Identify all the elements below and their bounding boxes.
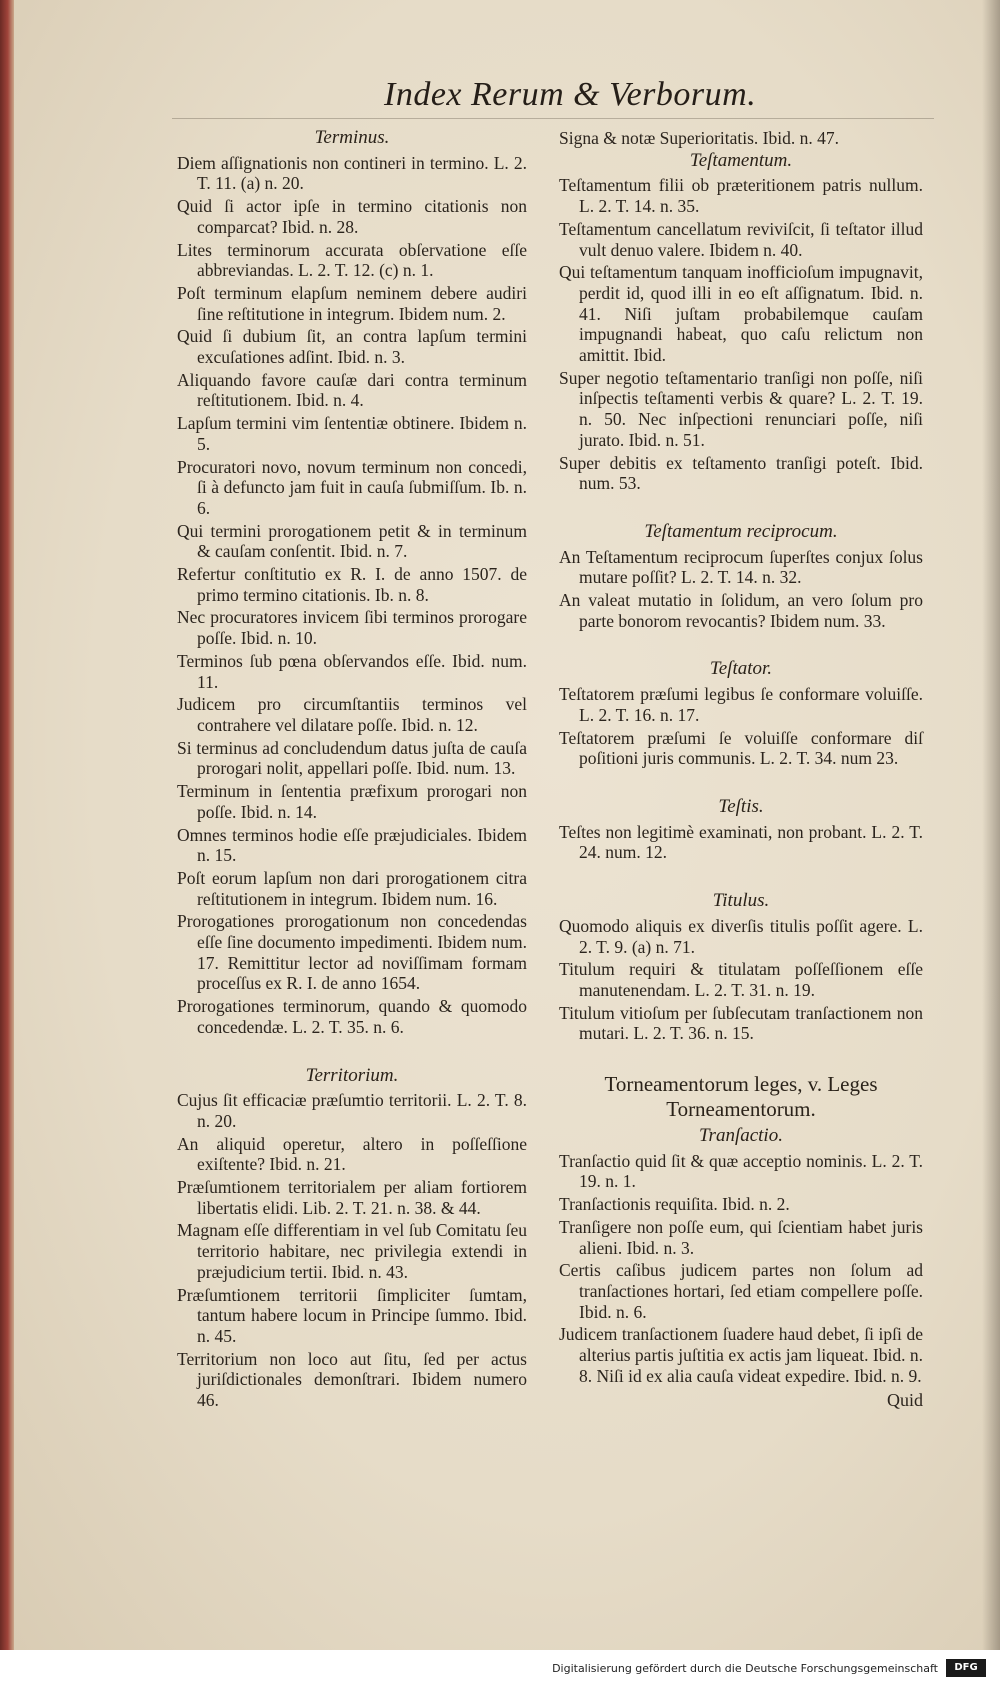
section-gap bbox=[177, 1040, 527, 1066]
index-entry: Titulum vitioſum per ſubſecutam tranſactionem non mutari. L. 2. T. 36. n. 15. bbox=[559, 1002, 923, 1044]
section-gap bbox=[559, 771, 923, 797]
index-entry: Quid ſi actor ipſe in termino citationis non comparcat? Ibid. n. 28. bbox=[177, 196, 527, 237]
index-entry: An valeat mutatio in ſolidum, an vero ſolum pro parte bonorom revocantis? Ibidem num. 33. bbox=[559, 590, 923, 631]
funding-credit: Digitalisierung gefördert durch die Deutsche Forschungsgemeinschaft bbox=[552, 1662, 938, 1675]
page-edge-shadow bbox=[982, 0, 1000, 1650]
index-entry: Quomodo aliquis ex diverſis titulis poſſit agere. L. 2. T. 9. (a) n. 71. bbox=[559, 915, 923, 957]
book-page bbox=[14, 0, 1000, 1650]
section-heading: Teſtis. bbox=[718, 795, 764, 817]
cross-reference-heading: Torneamentorum leges, v. Leges Torneamentorum. bbox=[604, 1072, 878, 1122]
index-entry: Terminum in ſententia præfixum prorogari non poſſe. Ibid. n. 14. bbox=[177, 781, 527, 822]
section-heading: Teſtator. bbox=[709, 658, 773, 680]
section-gap bbox=[559, 496, 923, 522]
index-entry: Super negotio teſtamentario tranſigi non poſſe, niſi inſpectis teſtamenti verbis & quare? L. 2. T. 19. n. 50. Nec inſpectioni renunciari poſſe, niſi jurato. Ibid. n. 51. bbox=[559, 367, 923, 450]
index-entry: Nec procuratores invicem ſibi terminos prorogare poſſe. Ibid. n. 10. bbox=[177, 607, 527, 649]
index-entry: Territorium non loco aut ſitu, ſed per actus juriſdictionales demonſtrari. Ibidem numero 46. bbox=[177, 1348, 527, 1411]
right-column bbox=[559, 128, 923, 1411]
catchword: Quid bbox=[887, 1390, 923, 1411]
index-entry: Poſt terminum elapſum neminem debere audiri ſine reſtitutione in integrum. Ibidem num. 2. bbox=[177, 282, 527, 324]
index-entry: Qui termini prorogationem petit & in terminum & cauſam conſentit. Ibid. n. 7. bbox=[177, 520, 527, 562]
index-entry: Teſtatorem præſumi ſe voluiſſe conformare diſ poſitioni juris communis. L. 2. T. 34. num 23. bbox=[559, 727, 923, 769]
index-entry: Præſumtionem territorialem per aliam fortiorem libertatis elidi. Lib. 2. T. 21. n. 38. & 44. bbox=[177, 1177, 527, 1218]
index-entry: Refertur conſtitutio ex R. I. de anno 1507. de primo termino citationis. Ib. n. 8. bbox=[177, 564, 527, 605]
index-entry: Titulum requiri & titulatam poſſeſſionem eſſe manutenendam. L. 2. T. 31. n. 19. bbox=[559, 959, 923, 1000]
index-entry: Teſtes non legitimè examinati, non probant. L. 2. T. 24. num. 12. bbox=[559, 821, 923, 863]
index-entry: An aliquid operetur, altero in poſſeſſione exiſtente? Ibid. n. 21. bbox=[177, 1133, 527, 1175]
left-column bbox=[177, 128, 527, 1413]
section-gap bbox=[559, 865, 923, 891]
index-entry: Aliquando favore cauſæ dari contra terminum reſtitutionem. Ibid. n. 4. bbox=[177, 369, 527, 411]
index-entry: Præſumtionem territorii ſimpliciter ſumtam, tantum habere locum in Principe ſummo. Ibid. n. 45. bbox=[177, 1284, 527, 1346]
index-entry: Quid ſi dubium ſit, an contra lapſum termini excuſationes adſint. Ibid. n. 3. bbox=[177, 326, 527, 368]
index-entry: Prorogationes terminorum, quando & quomodo concedendæ. L. 2. T. 35. n. 6. bbox=[177, 996, 527, 1037]
index-entry: Teſtamentum cancellatum reviviſcit, ſi teſtator illud vult denuo valere. Ibidem n. 40. bbox=[559, 218, 923, 260]
index-entry: Procuratori novo, novum terminum non concedi, ſi à defuncto jam fuit in cauſa ſubmiſſum. Ib. n. 6. bbox=[177, 456, 527, 518]
index-entry: Omnes terminos hodie eſſe præjudiciales. Ibidem n. 15. bbox=[177, 824, 527, 866]
index-entry: Judicem tranſactionem ſuadere haud debet, ſi ipſi de alterius partis juſtitia ex actis jam liqueat. Ibid. n. 8. Niſi id ex alia cauſa videat expedire. Ibid. n. 9. bbox=[559, 1324, 923, 1386]
footer-bar bbox=[0, 1650, 1000, 1688]
index-entry: Lites terminorum accurata obſervatione eſſe abbreviandas. L. 2. T. 12. (c) n. 1. bbox=[177, 239, 527, 281]
index-entry: Tranſigere non poſſe eum, qui ſcientiam habet juris alieni. Ibid. n. 3. bbox=[559, 1216, 923, 1258]
section-heading: Teſtamentum reciprocum. bbox=[644, 520, 838, 542]
index-entry: Teſtatorem præſumi legibus ſe conformare voluiſſe. L. 2. T. 16. n. 17. bbox=[559, 684, 923, 725]
index-entry: Tranſactionis requiſita. Ibid. n. 2. bbox=[559, 1194, 790, 1215]
section-gap bbox=[559, 633, 923, 659]
index-entry: Certis caſibus judicem partes non ſolum ad tranſactiones hortari, ſed etiam compellere poſſe. Ibid. n. 6. bbox=[559, 1260, 923, 1322]
index-entry: Super debitis ex teſtamento tranſigi poteſt. Ibid. num. 53. bbox=[559, 452, 923, 494]
section-gap bbox=[559, 1046, 923, 1072]
index-entry: Lapſum termini vim ſententiæ obtinere. Ibidem n. 5. bbox=[177, 413, 527, 454]
index-entry: Judicem pro circumſtantiis terminos vel contrahere vel dilatare poſſe. Ibid. n. 12. bbox=[177, 694, 527, 735]
index-entry: Qui teſtamentum tanquam inofficioſum impugnavit, perdit id, quod illi in eo eſt aſſignatum. Ibid. n. 41. Niſi juſtam probabilemque cauſam impugnandi habeat, quo caſu relictum non amittit. Ibid. bbox=[559, 262, 923, 366]
index-entry: Terminos ſub pœna obſervandos eſſe. Ibid. num. 11. bbox=[177, 650, 527, 692]
section-heading: Tranſactio. bbox=[699, 1125, 783, 1147]
index-entry: Cujus ſit efficaciæ præſumtio territorii. L. 2. T. 8. n. 20. bbox=[177, 1090, 527, 1131]
header-rule bbox=[172, 118, 934, 119]
book-spine-edge bbox=[0, 0, 14, 1650]
index-entry: An Teſtamentum reciprocum ſuperſtes conjux ſolus mutare poſſit? L. 2. T. 14. n. 32. bbox=[559, 546, 923, 588]
section-heading: Territorium. bbox=[305, 1064, 399, 1086]
dfg-logo: DFG bbox=[946, 1659, 986, 1677]
index-entry: Poſt eorum lapſum non dari prorogationem citra reſtitutionem in integrum. Ibidem num. 16. bbox=[177, 867, 527, 909]
section-heading: Terminus. bbox=[314, 127, 390, 148]
index-entry: Si terminus ad concludendum datus juſta de cauſa prorogari nolit, appellari poſſe. Ibid. num. 13. bbox=[177, 737, 527, 779]
page-header-title: Index Rerum & Verborum. bbox=[384, 76, 757, 113]
index-entry: Prorogationes prorogationum non concedendas eſſe ſine documento impedimenti. Ibidem num. 17. Remittitur lector ad noviſſimam formam proceſſus ex R. I. de anno 1654. bbox=[177, 911, 527, 994]
section-heading: Titulus. bbox=[712, 890, 770, 912]
index-entry: Teſtamentum filii ob præteritionem patris nullum. L. 2. T. 14. n. 35. bbox=[559, 175, 923, 217]
index-entry: Signa & notæ Superioritatis. Ibid. n. 47. bbox=[559, 128, 839, 148]
index-entry: Magnam eſſe differentiam in vel ſub Comitatu ſeu territorio habitare, nec privilegia extendi in præjudicium tertii. Ibid. n. 43. bbox=[177, 1220, 527, 1282]
index-entry: Tranſactio quid ſit & quæ acceptio nominis. L. 2. T. 19. n. 1. bbox=[559, 1150, 923, 1192]
section-heading: Teſtamentum. bbox=[689, 149, 793, 171]
index-entry: Diem aſſignationis non contineri in termino. L. 2. T. 11. (a) n. 20. bbox=[177, 152, 527, 194]
